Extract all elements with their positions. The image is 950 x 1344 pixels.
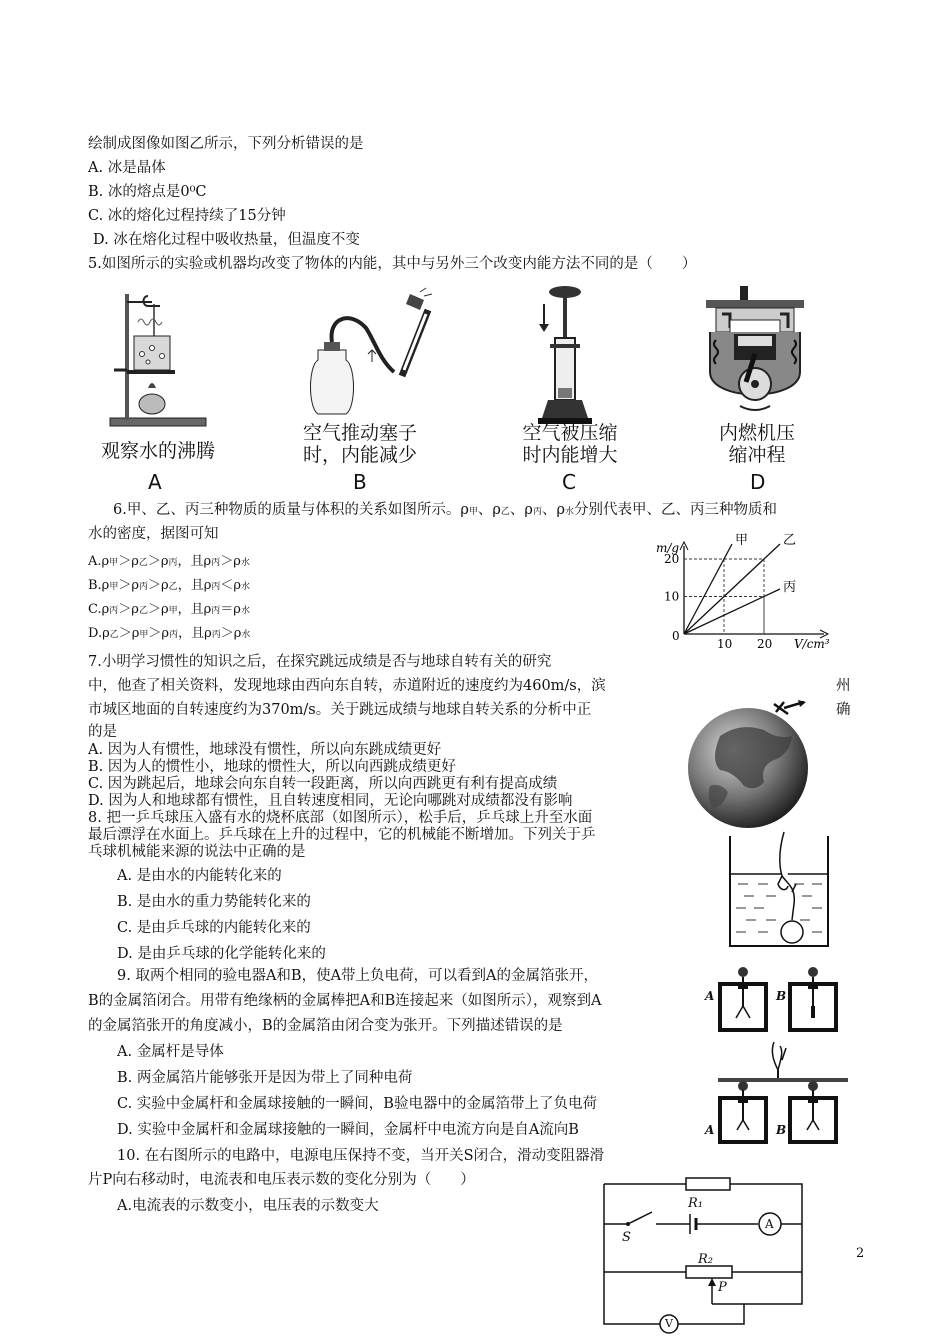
q4-option-a: A. 冰是晶体 <box>88 160 166 176</box>
label-d: D <box>750 470 766 494</box>
question-7-line2-end: 州 <box>836 678 851 694</box>
x-tick-label-0: 10 <box>717 637 733 651</box>
q7-option-b: B. 因为人的惯性小，地球的惯性大，所以向西跳成绩更好 <box>88 759 456 775</box>
series-line-2 <box>684 589 780 634</box>
electroscope-a-label-2: A <box>705 1123 715 1137</box>
q9-option-d: D. 实验中金属杆和金属球接触的一瞬间，金属杆中电流方向是自A流向B <box>117 1122 579 1138</box>
y-axis-label: m/g <box>656 541 680 555</box>
x-tick-label-1: 20 <box>757 637 773 651</box>
earth-figure <box>680 696 830 830</box>
question-9-line3: 的金属箔张开的角度减小，B的金属箔由闭合变为张开。下列描述错误的是 <box>88 1018 563 1034</box>
q7-option-c: C. 因为跳起后，地球会向东自转一段距离，所以向西跳更有利有提高成绩 <box>88 776 558 792</box>
q9-option-b: B. 两金属箔片能够张开是因为带上了同种电荷 <box>117 1070 413 1086</box>
question-9-line1: 9. 取两个相同的验电器A和B，使A带上负电荷，可以看到A的金属箔张开， <box>117 968 599 984</box>
series-label-0: 甲 <box>735 533 749 548</box>
x-axis-label: V/cm³ <box>794 637 830 651</box>
question-10-line1: 10. 在右图所示的电路中，电源电压保持不变，当开关S闭合，滑动变阻器滑 <box>117 1148 605 1164</box>
origin-label: 0 <box>672 629 680 643</box>
q8-option-b: B. 是由水的重力势能转化来的 <box>117 894 311 910</box>
q9-option-a: A. 金属杆是导体 <box>117 1044 224 1060</box>
q4-option-c: C. 冰的熔化过程持续了15分钟 <box>88 208 286 224</box>
slider-p-label: P <box>718 1280 727 1295</box>
question-5-stem: 5.如图所示的实验或机器均改变了物体的内能，其中与另外三个改变内能方法不同的是（ ） <box>88 256 697 272</box>
q9-option-c: C. 实验中金属杆和金属球接触的一瞬间，B验电器中的金属箔带上了负电荷 <box>117 1096 597 1112</box>
question-7-line1: 7.小明学习惯性的知识之后，在探究跳远成绩是否与地球自转有关的研究 <box>88 654 552 670</box>
caption-b-line2: 时，内能减少 <box>302 444 417 466</box>
question-7-line3: 市城区地面的自转速度约为370m/s。关于跳远成绩与地球自转关系的分析中正 <box>88 702 592 718</box>
label-a: A <box>148 470 162 494</box>
question-7-line2: 中，他查了相关资料，发现地球由西向东自转，赤道附近的速度约为460m/s，滨 <box>88 678 606 694</box>
q8-option-d: D. 是由乒乓球的化学能转化来的 <box>117 946 326 962</box>
q7-option-a: A. 因为人有惯性，地球没有惯性，所以向东跳成绩更好 <box>88 742 442 758</box>
q10-option-a: A.电流表的示数变小，电压表的示数变大 <box>117 1198 379 1214</box>
q6-option-c: C.ρ丙＞ρ乙＞ρ甲，且ρ丙＝ρ水 <box>88 602 250 617</box>
caption-d-line2: 缩冲程 <box>728 444 786 466</box>
question-10-line2: 片P向右移动时，电流表和电压表示数的变化分别为（ ） <box>88 1172 475 1188</box>
question-8-line1: 8. 把一乒乓球压入盛有水的烧杯底部（如图所示），松手后，乒乓球上升至水面 <box>88 810 593 826</box>
y-tick-label-1: 20 <box>664 552 680 566</box>
q6-option-d: D.ρ乙＞ρ甲＞ρ丙，且ρ丙＞ρ水 <box>88 626 251 641</box>
question-6-stem-line2: 水的密度，据图可知 <box>88 526 219 542</box>
air-pushes-stopper-figure <box>310 288 440 418</box>
question-6-stem-line1: 6.甲、乙、丙三种物质的质量与体积的关系如图所示。ρ甲、ρ乙、ρ丙、ρ水分别代表甲、乙、丙三种物质和 <box>113 502 778 518</box>
q8-option-c: C. 是由乒乓球的内能转化来的 <box>117 920 311 936</box>
beaker-pingpong-figure <box>722 832 836 950</box>
question-9-line2: B的金属箔闭合。用带有绝缘柄的金属棒把A和B连接起来（如图所示），观察到A <box>88 993 602 1009</box>
y-tick-label-0: 10 <box>664 589 680 604</box>
electroscopes-before-figure <box>704 964 846 1036</box>
electroscope-b-label-2: B <box>776 1123 787 1137</box>
q7-option-d: D. 因为人和地球都有惯性，且自转速度相同，无论向哪跳对成绩都没有影响 <box>88 793 573 809</box>
q4-option-d: D. 冰在熔化过程中吸收热量，但温度不变 <box>93 232 360 248</box>
q6-option-a: A.ρ甲＞ρ乙＞ρ丙，且ρ丙＞ρ水 <box>88 554 250 569</box>
caption-c-line1: 空气被压缩 <box>522 422 618 444</box>
question-7-line4: 的是 <box>88 724 117 740</box>
q8-option-a: A. 是由水的内能转化来的 <box>117 868 282 884</box>
q6-option-b: B.ρ甲＞ρ丙＞ρ乙，且ρ丙＜ρ水 <box>88 578 251 593</box>
caption-b-line1: 空气推动塞子 <box>302 422 417 444</box>
series-line-0 <box>684 544 732 634</box>
series-line-1 <box>684 544 780 634</box>
mass-volume-chart <box>644 533 840 656</box>
label-c: C <box>562 470 576 494</box>
caption-c-line2: 时内能增大 <box>522 444 618 466</box>
caption-a: 观察水的沸腾 <box>100 440 215 462</box>
caption-d-line1: 内燃机压 <box>718 422 795 444</box>
q4-option-b: B. 冰的熔点是0⁰C <box>88 184 207 200</box>
boiling-water-figure <box>108 284 208 434</box>
series-label-1: 乙 <box>783 533 797 548</box>
page-number: 2 <box>856 1246 865 1261</box>
voltmeter-label: V <box>665 1317 673 1330</box>
series-label-2: 丙 <box>783 580 797 595</box>
air-compression-figure <box>530 284 600 426</box>
r1-label: R₁ <box>688 1196 703 1211</box>
question-8-line2: 最后漂浮在水面上。乒乓球在上升的过程中，它的机械能不断增加。下列关于乒 <box>88 827 596 843</box>
ammeter-label: A <box>765 1217 774 1231</box>
engine-compression-figure <box>700 284 810 419</box>
question-7-line3-end: 确 <box>836 702 851 718</box>
electroscope-a-label: A <box>705 989 715 1003</box>
label-b: B <box>353 470 367 494</box>
r2-label: R₂ <box>698 1252 713 1267</box>
electroscope-b-label: B <box>776 989 787 1003</box>
question-4-stem-tail: 绘制成图像如图乙所示，下列分析错误的是 <box>88 136 364 152</box>
question-8-line3: 乓球机械能来源的说法中正确的是 <box>88 844 306 860</box>
switch-label: S <box>622 1230 631 1245</box>
